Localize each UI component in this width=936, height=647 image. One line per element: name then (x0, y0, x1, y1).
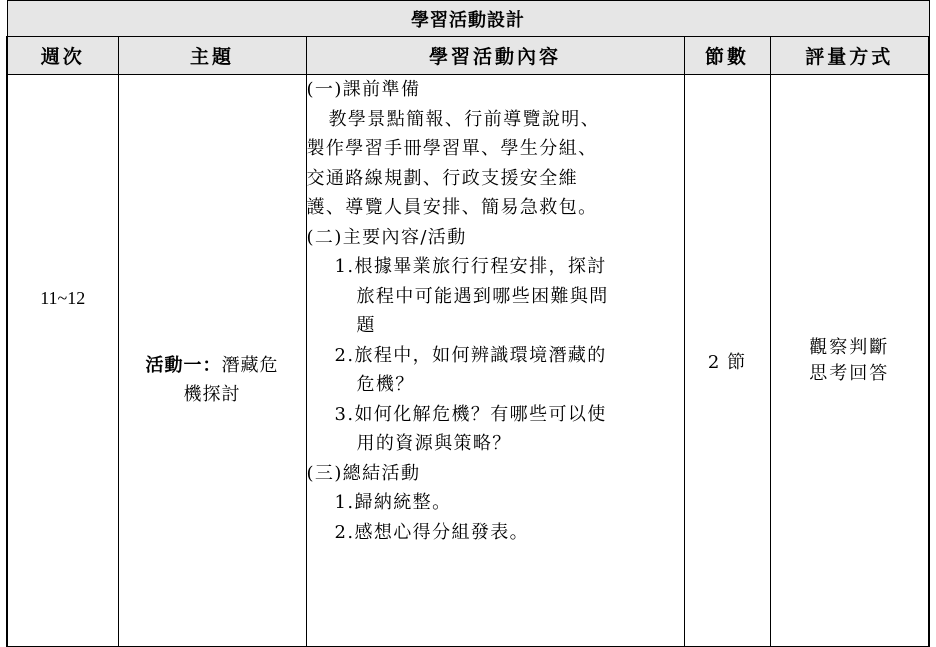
content-item2-line-1: 2.旅程中，如何辨識環境潛藏的 (334, 344, 607, 366)
header-assessment: 評量方式 (770, 37, 929, 75)
header-content: 學習活動內容 (306, 37, 684, 75)
content-item1-line-1: 1.根據畢業旅行行程安排，探討 (334, 256, 607, 277)
content-item3-line-2: 用的資源與策略？ (356, 433, 512, 454)
content-summary-item-2: 2.感想心得分組發表。 (334, 521, 530, 543)
topic-name-part1: 潛藏危 (221, 354, 279, 376)
content-item1-line-3: 題 (356, 315, 376, 336)
header-sessions: 節數 (684, 37, 770, 75)
content-section1-line-3: 交通路線規劃、行政支援安全維 (306, 167, 579, 189)
content-section3-heading: (三)總結活動 (306, 462, 421, 484)
topic-line-2: 機探討 (183, 383, 241, 405)
cell-assessment (770, 75, 929, 647)
content-section1-heading: (一)課前準備 (306, 79, 421, 100)
content-item3-line-1: 3.如何化解危機？有哪些可以使 (334, 403, 607, 425)
cell-week: 11~12 (7, 75, 118, 647)
assessment-line-2: 思考回答 (809, 362, 890, 384)
content-item2-line-2: 危機？ (356, 374, 415, 395)
table-title: 學習活動設計 (7, 1, 929, 37)
content-item1-line-2: 旅程中可能遇到哪些困難與問 (356, 285, 609, 307)
cell-sessions: 2 節 (684, 75, 770, 647)
cell-content (306, 75, 684, 647)
content-section2-heading: (二)主要內容/活動 (306, 226, 467, 248)
content-summary-item-1: 1.歸納統整。 (334, 492, 452, 513)
topic-line-1 (119, 313, 306, 380)
cell-topic (118, 75, 306, 647)
topic-activity-label: 活動一： (145, 354, 222, 376)
content-section1-line-4: 護、導覽人員安排、簡易急救包。 (306, 197, 598, 218)
header-week: 週次 (7, 37, 118, 75)
content-section1-line-1: 教學景點簡報、行前導覽說明、 (328, 108, 601, 130)
content-section1-line-2: 製作學習手冊學習單、學生分組、 (306, 138, 598, 159)
assessment-line-1: 觀察判斷 (809, 336, 890, 358)
learning-activity-table (6, 0, 930, 647)
header-topic: 主題 (118, 37, 306, 75)
